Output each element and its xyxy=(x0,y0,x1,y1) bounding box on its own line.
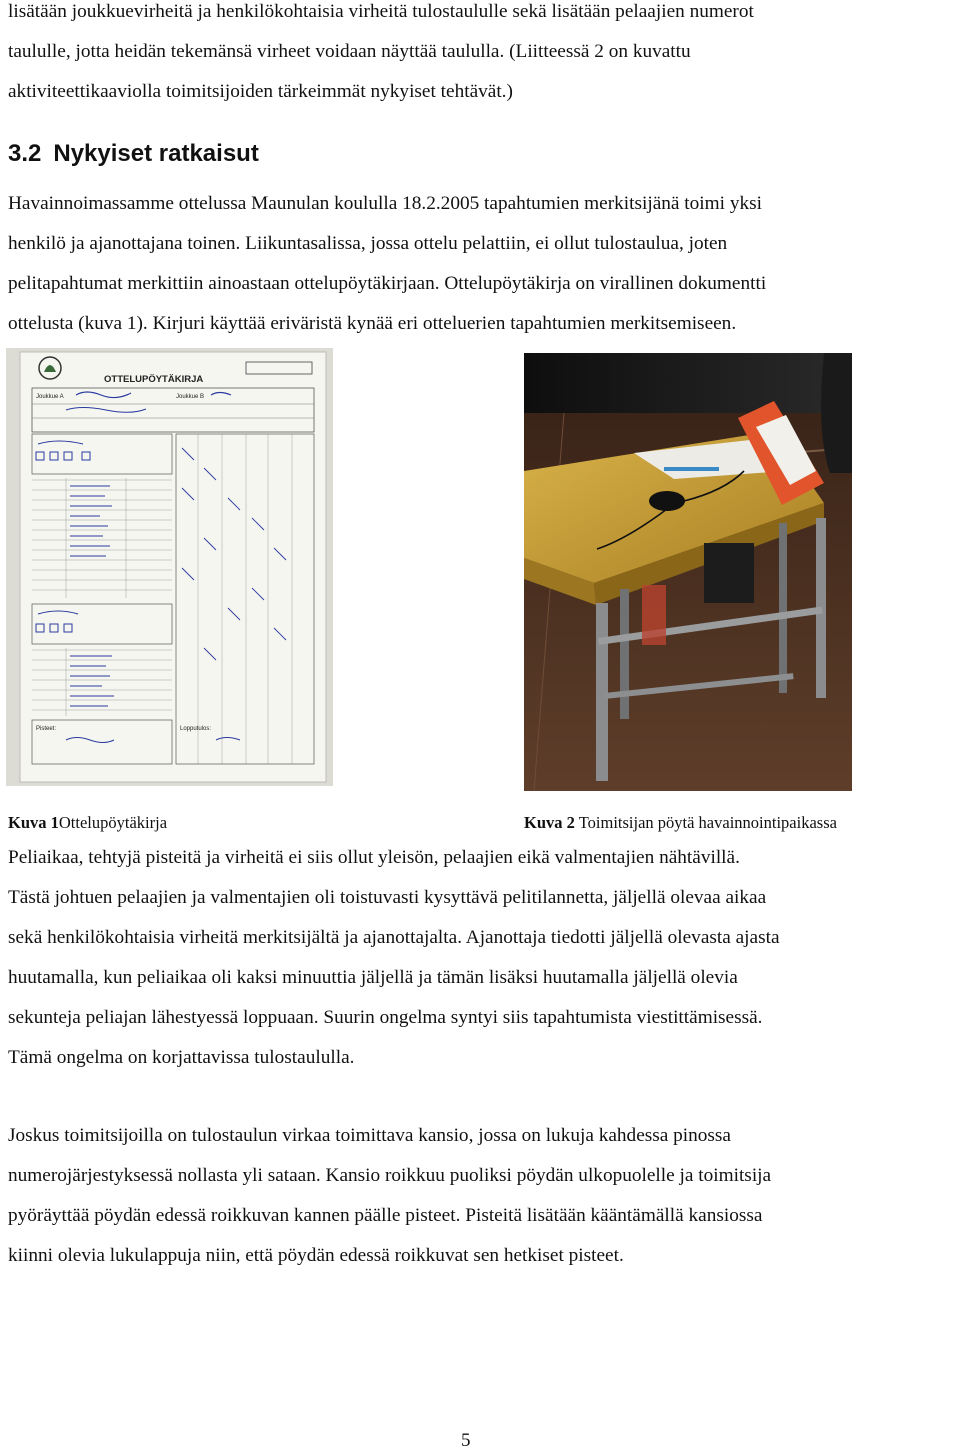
text-line: lisätään joukkuevirheitä ja henkilökohtaisia virheitä tulostaululle sekä lisätään pelaajien numerot xyxy=(8,1,754,22)
paragraph-folder-scoreboard xyxy=(8,1116,953,1276)
points-label: Pisteet: xyxy=(36,726,57,732)
text-line: pelitapahtumat merkittiin ainoastaan ottelupöytäkirjaan. Ottelupöytäkirja on virallinen dokumentti xyxy=(8,273,767,294)
text-line: Peliaikaa, tehtyjä pisteitä ja virheitä ei siis ollut yleisön, pelaajien eikä valmentajien nähtävillä. xyxy=(8,847,740,868)
text-line: Havainnoimassamme ottelussa Maunulan koululla 18.2.2005 tapahtumien merkitsijänä toimi yksi xyxy=(8,193,762,214)
text-line: sekunteja peliajan lähestyessä loppuaan. Suurin ongelma syntyi siis tapahtumista viestittämisessä. xyxy=(8,1007,763,1028)
text-line: pyöräyttää pöydän edessä roikkuvan kannen päälle pisteet. Pisteitä lisätään kääntämällä kansiossa xyxy=(8,1205,763,1226)
text-line: huutamalla, kun peliaikaa oli kaksi minuuttia jäljellä ja tämän lisäksi huutamalla jäljellä olevia xyxy=(8,967,738,988)
text-line: taululle, jotta heidän tekemänsä virheet voidaan näyttää taululla. (Liitteessä 2 on kuvattu xyxy=(8,41,691,62)
pen-icon xyxy=(664,467,719,471)
caption-text: Toimitsijan pöytä havainnointipaikassa xyxy=(578,813,837,832)
text-line: aktiviteettikaaviolla toimitsijoiden tärkeimmät nykyiset tehtävät.) xyxy=(8,81,513,102)
text-line: ottelusta (kuva 1). Kirjuri käyttää eriväristä kynää eri otteluerien tapahtumien merkitsemiseen. xyxy=(8,313,737,334)
text-line: kiinni olevia lukulappuja niin, että pöydän edessä roikkuvat sen hetkiset pisteet. xyxy=(8,1245,624,1266)
caption-label: Kuva 1 xyxy=(8,813,59,832)
text-line: numerojärjestyksessä nollasta yli sataan. Kansio roikkuu puoliksi pöydän ulkopuolelle ja toimitsija xyxy=(8,1165,772,1186)
caption-label: Kuva 2 xyxy=(524,813,575,832)
figure-2-caption xyxy=(524,812,837,834)
officials-table-illustration xyxy=(524,353,852,791)
text-line: sekä henkilökohtaisia virheitä merkitsijältä ja ajanottajalta. Ajanottaja tiedotti jäljellä olevasta ajasta xyxy=(8,927,780,948)
text-line: Tämä ongelma on korjattavissa tulostaululla. xyxy=(8,1047,355,1068)
section-heading xyxy=(8,132,259,176)
stopwatch-icon xyxy=(649,491,685,511)
scoresheet-illustration xyxy=(6,348,333,786)
text-line: Tästä johtuen pelaajien ja valmentajien oli toistuvasti kysyttävä pelitilannetta, jäljellä olevaa aikaa xyxy=(8,887,767,908)
team-a-label: Joukkue A xyxy=(36,394,64,400)
section-number: 3.2 xyxy=(8,140,42,167)
paragraph-problem xyxy=(8,838,953,1078)
team-b-label: Joukkue B xyxy=(176,394,205,400)
paragraph-observation xyxy=(8,184,953,344)
figure-1-caption xyxy=(8,812,167,834)
figure-scoresheet-photo xyxy=(6,348,333,786)
form-title: OTTELUPÖYTÄKIRJA xyxy=(104,374,204,385)
final-score-label: Lopputulos: xyxy=(180,726,212,732)
text-line: henkilö ja ajanottajana toinen. Liikuntasalissa, jossa ottelu pelattiin, ei ollut tulostaulua, joten xyxy=(8,233,728,254)
intro-paragraph xyxy=(8,0,953,112)
page-number: 5 xyxy=(461,1430,471,1451)
text-line: Joskus toimitsijoilla on tulostaulun virkaa toimittava kansio, jossa on lukuja kahdessa pinossa xyxy=(8,1125,731,1146)
figure-officials-table-photo xyxy=(524,353,852,791)
caption-text: Ottelupöytäkirja xyxy=(58,813,168,832)
section-title: Nykyiset ratkaisut xyxy=(53,140,259,167)
